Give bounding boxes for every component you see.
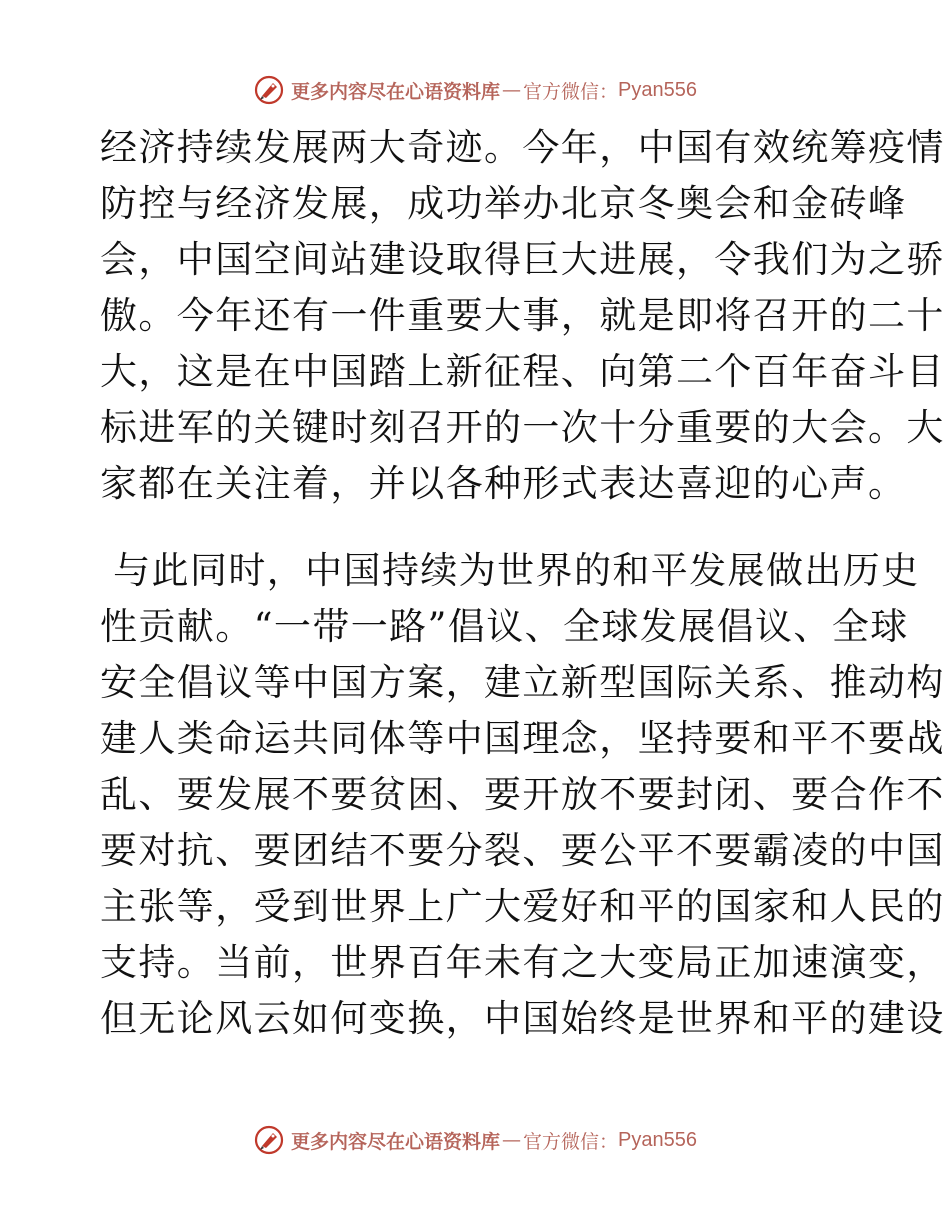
text-line: 家都在关注着，并以各种形式表达喜迎的心声。 bbox=[100, 462, 907, 505]
footer-banner bbox=[0, 1120, 950, 1160]
text-line: 要对抗、要团结不要分裂、要公平不要霸凌的中国 bbox=[100, 829, 945, 872]
text-line: 经济持续发展两大奇迹。今年，中国有效统筹疫情 bbox=[100, 126, 945, 169]
paragraph-1 bbox=[100, 120, 945, 512]
paragraph-2 bbox=[100, 543, 945, 1047]
text-line: 支持。当前，世界百年未有之大变局正加速演变， bbox=[100, 941, 945, 984]
text-line: 傲。今年还有一件重要大事，就是即将召开的二十 bbox=[100, 294, 945, 337]
text-line: 会，中国空间站建设取得巨大进展，令我们为之骄 bbox=[100, 238, 945, 281]
text-line: 标进军的关键时刻召开的一次十分重要的大会。大 bbox=[100, 406, 945, 449]
text-line: 乱、要发展不要贫困、要开放不要封闭、要合作不 bbox=[100, 773, 945, 816]
text-line: 性贡献。“一带一路”倡议、全球发展倡议、全球 bbox=[100, 605, 909, 648]
text-line: 防控与经济发展，成功举办北京冬奥会和金砖峰 bbox=[100, 182, 907, 225]
text-line: 安全倡议等中国方案，建立新型国际关系、推动构 bbox=[100, 661, 945, 704]
banner-dash: — bbox=[502, 1129, 522, 1151]
banner-wechat-label: 官方微信： bbox=[523, 80, 619, 103]
text-line: 建人类命运共同体等中国理念，坚持要和平不要战 bbox=[100, 717, 945, 760]
pen-nib-logo-icon bbox=[253, 1124, 285, 1156]
header-banner bbox=[0, 70, 950, 110]
text-line: 主张等，受到世界上广大爱好和平的国家和人民的 bbox=[100, 885, 945, 928]
banner-brand-text: 更多内容尽在心语资料库 bbox=[291, 80, 501, 103]
text-line: 大，这是在中国踏上新征程、向第二个百年奋斗目 bbox=[100, 350, 945, 393]
banner-brand-text: 更多内容尽在心语资料库 bbox=[291, 1130, 501, 1153]
pen-nib-logo-icon bbox=[253, 74, 285, 106]
banner-wechat-id: Pyan556 bbox=[618, 78, 697, 101]
banner-wechat-id: Pyan556 bbox=[618, 1128, 697, 1151]
banner-dash: — bbox=[502, 79, 522, 101]
text-line: 与此同时，中国持续为世界的和平发展做出历史 bbox=[100, 549, 920, 592]
banner-wechat-label: 官方微信： bbox=[523, 1130, 619, 1153]
text-line: 但无论风云如何变换，中国始终是世界和平的建设 bbox=[100, 997, 945, 1040]
